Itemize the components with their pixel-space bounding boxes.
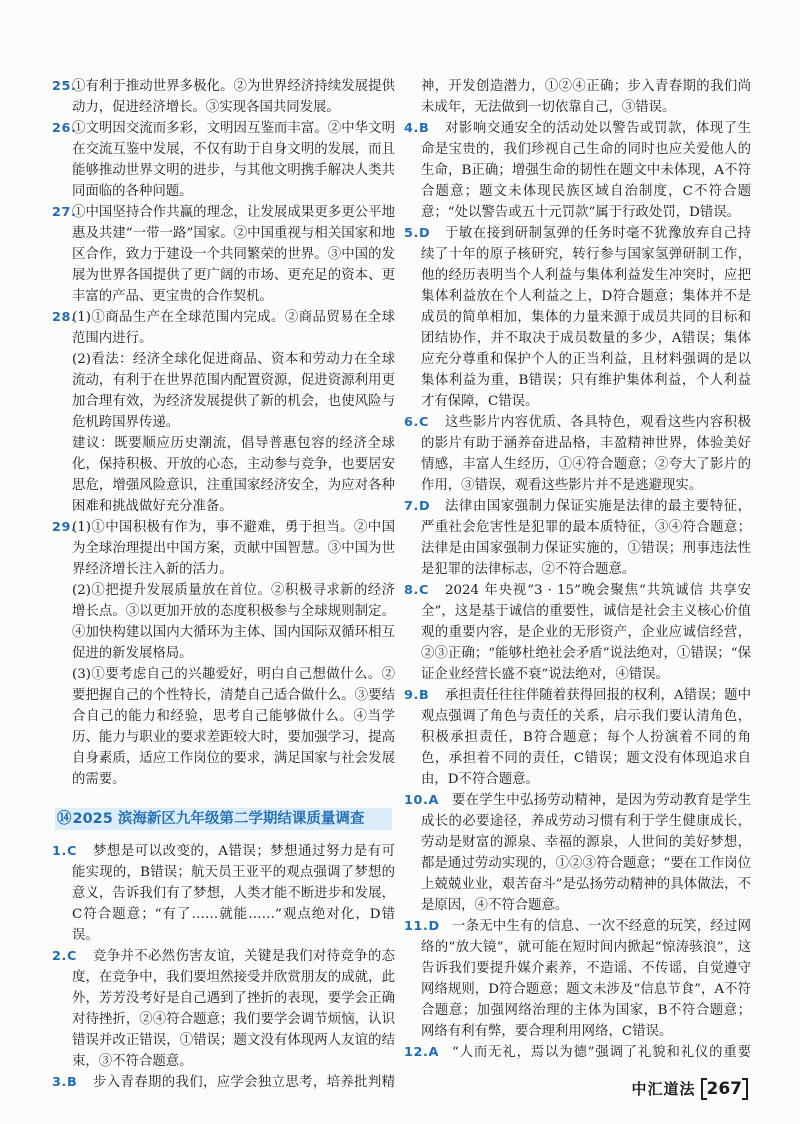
answer-paragraph: 承担责任往往伴随着获得回报的权利，A错误；题中观点强调了角色与责任的关系，启示我们要认清角色，积极承担责任，B符合题意；每个人扮演着不同的角色，承担着不同的责任，C错误；题文没有体现追求自由，D不符合题意。 — [421, 688, 751, 787]
question-number: 8.C — [404, 583, 429, 598]
answer-item-26 — [52, 118, 395, 202]
question-number: 12.A — [404, 1045, 439, 1060]
answer-item-11 — [404, 916, 751, 1042]
answer-item-8 — [404, 580, 751, 685]
answer-paragraph: 于敏在接到研制氢弹的任务时毫不犹豫放弃自己持续了十年的原子核研究，转行参与国家氢弹研制工作，他的经历表明当个人利益与集体利益发生冲突时，应把集体利益放在个人利益之上，D符合题意；集体并不是成员的简单相加，集体的力量来源于成员共同的目标和团结协作，并不取决于成员数量的多少，A错误；集体应充分尊重和保护个人的正当利益，且材料强调的是以集体利益为重，B错误；只有维护集体利益，个人利益才有保障，C错误。 — [421, 226, 751, 409]
answer-paragraph: 建议：既要顺应历史潮流，倡导普惠包容的经济全球化，保持积极、开放的心态，主动参与竞争，也要居安思危，增强风险意识，注重国家经济安全，为应对各种困难和挑战做好充分准备。 — [72, 436, 395, 514]
question-number: 9.B — [404, 688, 430, 703]
question-number: 1.C — [52, 844, 77, 859]
answer-paragraph: 竞争并不必然伤害友谊，关键是我们对待竞争的态度，在竞争中，我们要坦然接受并欣赏朋友的成就，此外，芳芳没考好是自己遇到了挫折的表现，要学会正确对待挫折，②④符合题意；我们要学会调节烦恼，认识错误并改正错误，①错误；题文没有体现两人友谊的结束，③不符合题意。 — [72, 949, 395, 1069]
book-brand: 中汇道法 — [631, 1079, 696, 1098]
left-column — [52, 76, 395, 1093]
question-number: 29. — [52, 520, 77, 535]
question-number: 4.B — [404, 121, 430, 136]
answer-paragraph: (3)①要考虑自己的兴趣爱好，明白自己想做什么。②要把握自己的个性特长，清楚自己适合做什么。③要结合自己的能力和经验，思考自己能够做什么。④当学历、能力与职业的要求差距较大时，要加强学习，提高自身素质，适应工作岗位的要求，满足国家与社会发展的需要。 — [72, 667, 395, 787]
section-number-badge: ⑭ — [57, 811, 72, 827]
answer-item-12 — [404, 1042, 751, 1063]
answer-item-3-continued — [404, 76, 751, 118]
answer-paragraph: ①中国坚持合作共赢的理念，让发展成果更多更公平地惠及共建“一带一路”国家。②中国重视与相关国家和地区合作，致力于建设一个共同繁荣的世界。③中国的发展为世界各国提供了更广阔的市场、更充足的资本、更丰富的产品、更宝贵的合作契机。 — [72, 205, 395, 304]
answer-paragraph: 步入青春期的我们，应学会独立思考，培养批判精 — [93, 1075, 395, 1090]
section-header — [55, 808, 392, 830]
question-number: 7.D — [404, 499, 431, 514]
answer-item-29 — [52, 517, 395, 790]
answer-paragraph: (1)①中国积极有作为，事不避难，勇于担当。②中国为全球治理提出中国方案，贡献中国智慧。③中国为世界经济增长注入新的活力。 — [72, 520, 395, 577]
answer-paragraph: (2)看法：经济全球化促进商品、资本和劳动力在全球流动，有利于在世界范围内配置资源，促进资源利用更加合理有效，为经济发展提供了新的机会，也使风险与危机跨国界传递。 — [72, 352, 395, 430]
answer-item-1 — [52, 841, 395, 946]
answer-paragraph: 法律由国家强制力保证实施是法律的最主要特征，严重社会危害性是犯罪的最本质特征，③④符合题意；法律是由国家强制力保证实施的，①错误；刑事违法性是犯罪的法律标志，②不符合题意。 — [421, 499, 751, 577]
question-number: 28. — [52, 310, 77, 325]
answer-paragraph: 一条无中生有的信息、一次不经意的玩笑，经过网络的“放大镜”，就可能在短时间内掀起“惊涛骇浪”，这告诉我们要提升媒介素养，不造谣、不传谣，自觉遵守网络规则，D符合题意；题文未涉及“信息节食”，A不符合题意；加强网络治理的主体为国家，B不符合题意；网络有利有弊，要合理利用网络，C错误。 — [421, 919, 751, 1039]
question-number: 6.C — [404, 415, 429, 430]
section-title: 2025 滨海新区九年级第二学期结课质量调查 — [72, 811, 365, 827]
question-number: 26. — [52, 121, 77, 136]
answer-paragraph: 神，开发创造潜力，①②④正确；步入青春期的我们尚未成年，无法做到一切依靠自己，③错误。 — [421, 79, 751, 115]
answer-paragraph: 梦想是可以改变的，A错误；梦想通过努力是有可能实现的，B错误；航天员王亚平的观点强调了梦想的意义，告诉我们有了梦想，人类才能不断进步和发展，C符合题意；“有了……就能……”观点绝对化，D错误。 — [72, 844, 395, 943]
answer-paragraph: 对影响交通安全的活动处以警告或罚款，体现了生命是宝贵的，我们珍视自己生命的同时也应关爱他人的生命，B正确；增强生命的韧性在题文中未体现，A不符合题意；题文未体现民族区域自治制度，C不符合题意；“处以警告或五十元罚款”属于行政处罚，D错误。 — [421, 121, 751, 220]
answer-item-6 — [404, 412, 751, 496]
answer-item-10 — [404, 790, 751, 916]
question-number: 11.D — [404, 919, 440, 934]
answer-paragraph: “人而无礼，焉以为德”强调了礼貌和礼仪的重要 — [452, 1045, 751, 1060]
answer-item-28 — [52, 307, 395, 517]
question-number: 5.D — [404, 226, 431, 241]
answer-item-2 — [52, 946, 395, 1072]
answer-item-9 — [404, 685, 751, 790]
answer-item-7 — [404, 496, 751, 580]
question-number: 3.B — [52, 1075, 78, 1090]
question-number: 10.A — [404, 793, 439, 808]
right-column — [404, 76, 751, 1063]
answer-paragraph: (1)①商品生产在全球范围内完成。②商品贸易在全球范围内进行。 — [72, 310, 395, 346]
page-footer — [631, 1077, 748, 1101]
answer-paragraph: 这些影片内容优质、各具特色，观看这些内容积极的影片有助于涵养奋进品格，丰盈精神世界，体验美好情感，丰富人生经历，①④符合题意；②夸大了影片的作用，③错误，观看这些影片并不是逃避现实。 — [421, 415, 751, 493]
answer-paragraph: (2)①把提升发展质量放在首位。②积极寻求新的经济增长点。③以更加开放的态度积极参与全球规则制定。④加快构建以国内大循环为主体、国内国际双循环相互促进的新发展格局。 — [72, 583, 395, 661]
answer-item-5 — [404, 223, 751, 412]
answer-item-3 — [52, 1072, 395, 1093]
answer-paragraph: ①文明因交流而多彩，文明因互鉴而丰富。②中华文明在交流互鉴中发展，不仅有助于自身文明的发展，而且能够推动世界文明的进步，与其他文明携手解决人类共同面临的各种问题。 — [72, 121, 395, 199]
answer-paragraph: 2024 年央视“3 · 15”晚会聚焦“共筑诚信 共享安全”，这是基于诚信的重要性，诚信是社会主义核心价值观的重要内容，是企业的无形资产，企业应诚信经营，②③正确；“能够杜绝社会矛盾”说法绝对，①错误；“保证企业经营长盛不衰”说法绝对，④错误。 — [421, 583, 751, 682]
answer-item-4 — [404, 118, 751, 223]
question-number: 2.C — [52, 949, 77, 964]
answer-paragraph: ①有利于推动世界多极化。②为世界经济持续发展提供动力，促进经济增长。③实现各国共同发展。 — [72, 79, 395, 115]
answer-paragraph: 要在学生中弘扬劳动精神，是因为劳动教育是学生成长的必要途径，养成劳动习惯有利于学生健康成长，劳动是财富的源泉、幸福的源泉，人世间的美好梦想，都是通过劳动实现的，①②③符合题意；“要在工作岗位上兢兢业业，艰苦奋斗”是弘扬劳动精神的具体做法，不是原因，④不符合题意。 — [421, 793, 751, 913]
answer-item-25 — [52, 76, 395, 118]
page-number: 267 — [701, 1078, 749, 1100]
question-number: 25. — [52, 79, 77, 94]
answer-item-27 — [52, 202, 395, 307]
question-number: 27. — [52, 205, 77, 220]
